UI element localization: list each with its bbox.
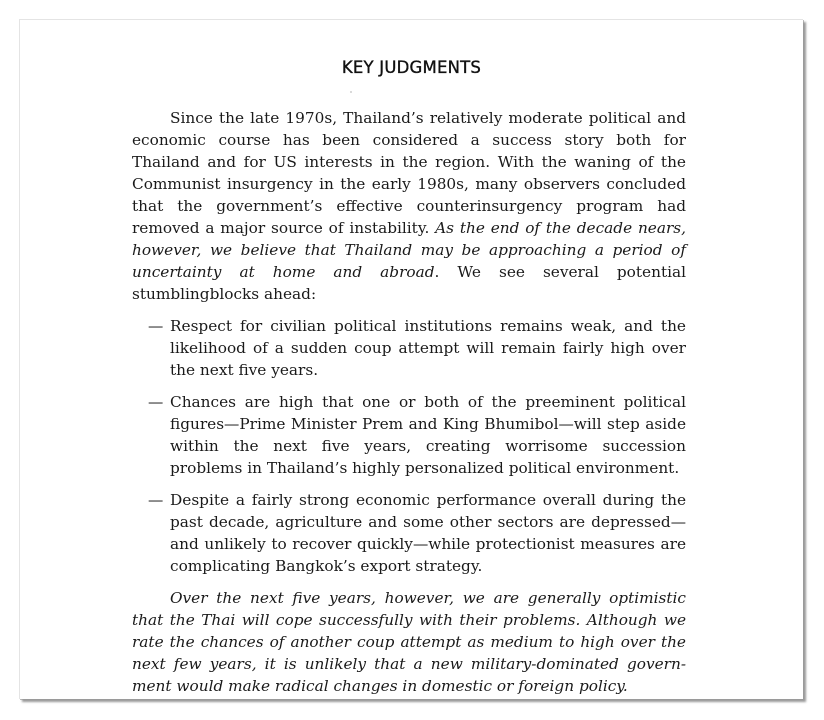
dash-bullet-icon: — bbox=[148, 491, 164, 509]
page-title: KEY JUDGMENTS bbox=[341, 58, 482, 77]
scan-speck bbox=[350, 91, 352, 93]
list-item bbox=[132, 489, 686, 577]
stumblingblocks-list bbox=[132, 315, 686, 577]
intro-text-1: Since the late 1970s, Thailand’s relatively moderate political and economic course has been considered a success story both for Thailand and for US interests in the region. With the waning of the Communist insurgency in the early 1980s, many observers concluded that the government’s effective counterinsurgency program had removed a major source of instability. bbox=[132, 109, 686, 237]
dash-bullet-icon: — bbox=[148, 317, 164, 335]
list-item-text: Despite a fairly strong economic performance overall during the past decade, agriculture and some other sectors are depressed—and unlikely to recover quickly—while protectionist measures are complicating Bangkok’s export strategy. bbox=[170, 491, 686, 575]
list-item bbox=[132, 315, 686, 381]
list-item-text: Respect for civilian political institutions remains weak, and the likelihood of a sudden coup attempt will remain fairly high over the next five years. bbox=[170, 317, 686, 379]
intro-italic-text: As the end of the decade nears, however, we believe that Thailand may be approaching a period of uncertainty at home and abroad bbox=[132, 219, 686, 281]
intro-text-2: . We see several potential stumblingblocks ahead: bbox=[132, 263, 686, 303]
list-item bbox=[132, 391, 686, 479]
list-item-text: Chances are high that one or both of the preeminent political figures—Prime Minister Prem and King Bhumibol—will step aside within the next five years, creating worrisome succession problems in Thailand’s highly personalized political environment. bbox=[170, 393, 686, 477]
intro-paragraph bbox=[132, 107, 686, 305]
document-page bbox=[19, 19, 803, 699]
body-text bbox=[132, 107, 686, 697]
closing-paragraph: Over the next five years, however, we are generally optimistic that the Thai will cope successfully with their problems. Although we rate the chances of another coup attempt as medium to high over the next few years, it is unlikely that a new military-dominated government would make radical changes in domestic or foreign policy. bbox=[132, 589, 686, 695]
dash-bullet-icon: — bbox=[148, 393, 164, 411]
